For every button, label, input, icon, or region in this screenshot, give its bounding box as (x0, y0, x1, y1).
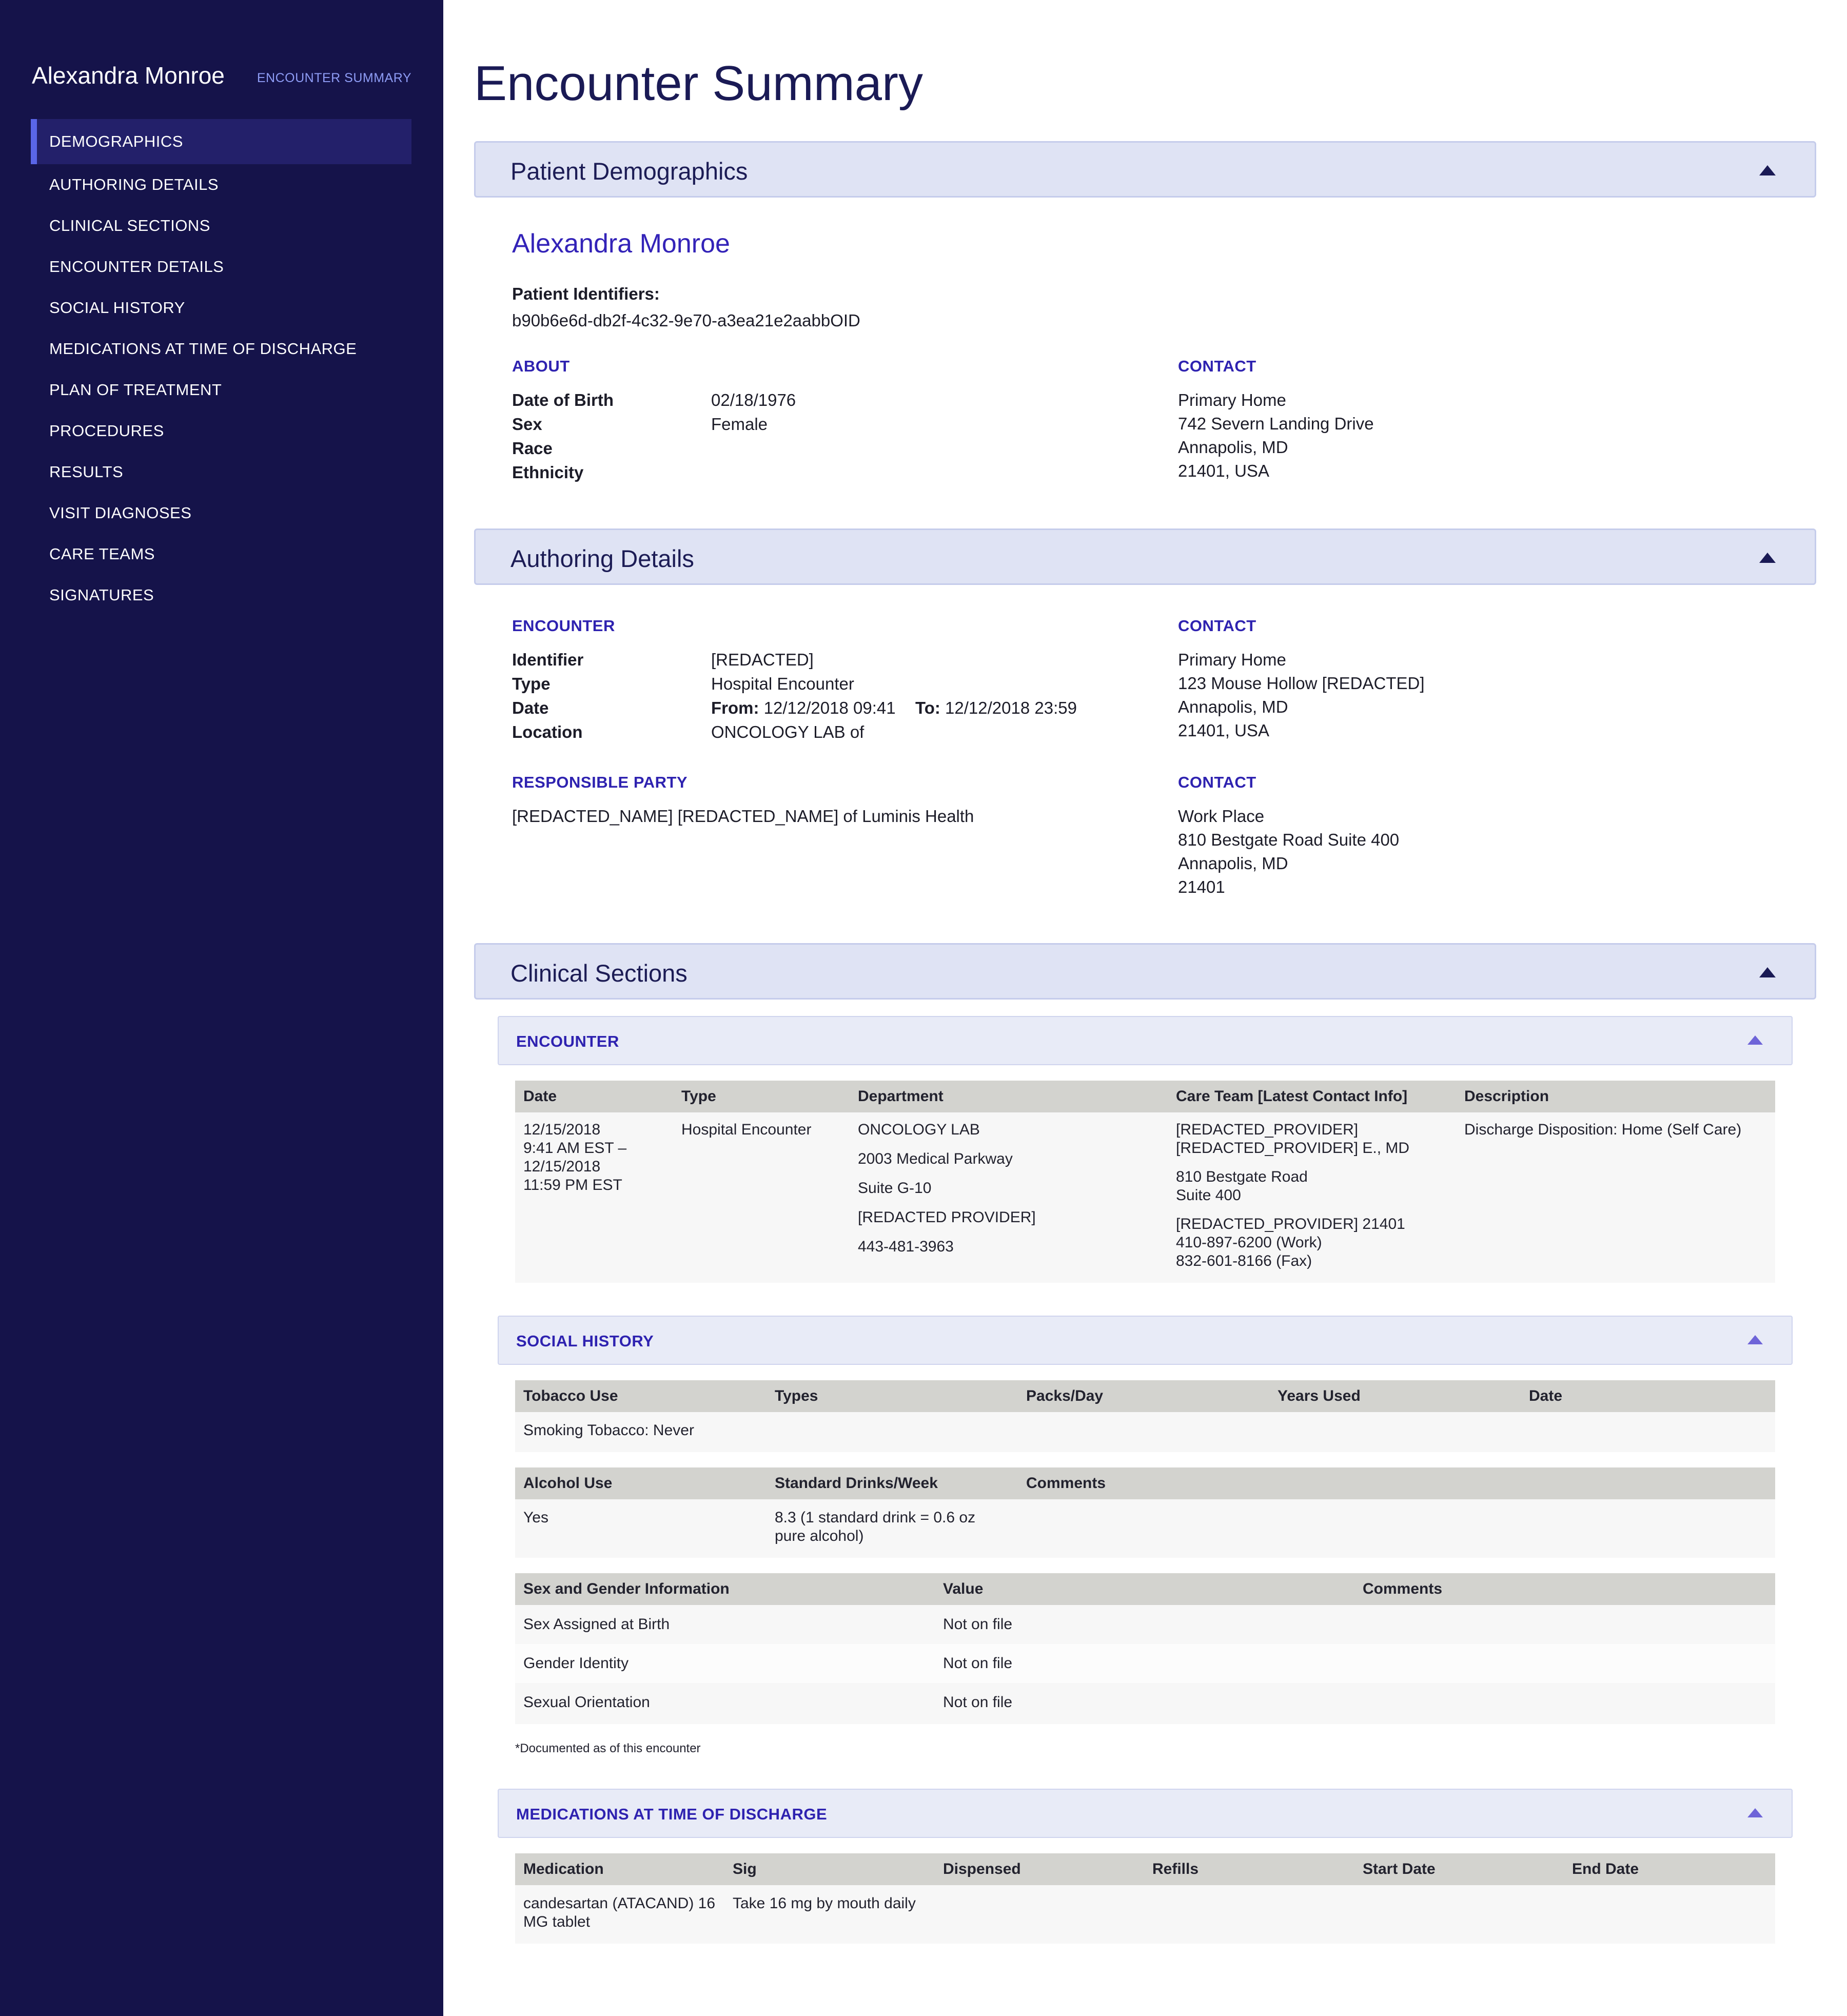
cell-line: 443-481-3963 (858, 1238, 954, 1255)
sex-info-label: Sex Assigned at Birth (523, 1616, 670, 1633)
column-header: Years Used (1278, 1387, 1361, 1404)
sex-label: Sex (512, 415, 542, 434)
column-header: Standard Drinks/Week (775, 1475, 938, 1492)
sidebar-patient-name: Alexandra Monroe (32, 62, 225, 89)
type-label: Type (512, 674, 551, 693)
contact-line: Annapolis, MD (1178, 854, 1288, 873)
column-header: Start Date (1363, 1861, 1436, 1877)
sidebar-item-authoring-details[interactable]: AUTHORING DETAILS (49, 175, 219, 193)
column-header: Tobacco Use (523, 1387, 618, 1404)
column-header: Types (775, 1387, 818, 1404)
responsible-party-value: [REDACTED_NAME] [REDACTED_NAME] of Luminis Health (512, 807, 974, 826)
collapse-caret-icon[interactable] (1747, 1808, 1763, 1817)
sex-value: Female (711, 415, 768, 434)
column-header: Value (943, 1580, 984, 1597)
contact-line: 123 Mouse Hollow [REDACTED] (1178, 674, 1425, 693)
column-header: Type (681, 1088, 716, 1105)
cell-line: 810 Bestgate Road (1176, 1168, 1308, 1185)
sidebar (0, 0, 443, 2016)
page-title: Encounter Summary (474, 56, 924, 111)
cell-line: 410-897-6200 (Work) (1176, 1234, 1322, 1251)
cell-line: ONCOLOGY LAB (858, 1121, 980, 1138)
sex-info-value: Not on file (943, 1694, 1013, 1711)
column-header: Refills (1152, 1861, 1199, 1877)
authoring-section-title: Authoring Details (510, 545, 694, 572)
from-label: From: (711, 698, 759, 717)
collapse-caret-icon[interactable] (1759, 967, 1776, 977)
clinical-section-header[interactable] (474, 943, 1816, 1000)
table-row (515, 1683, 1775, 1724)
demographics-section-header[interactable] (474, 141, 1816, 198)
footnote: *Documented as of this encounter (515, 1741, 701, 1755)
sex-info-label: Gender Identity (523, 1655, 629, 1672)
sidebar-nav (31, 119, 411, 616)
table-row (515, 1499, 1775, 1558)
alcohol-table (515, 1467, 1775, 1558)
collapse-caret-icon[interactable] (1747, 1335, 1763, 1344)
column-header: Alcohol Use (523, 1475, 613, 1492)
cell-line: [REDACTED_PROVIDER] (1176, 1121, 1359, 1138)
date-from (711, 696, 896, 720)
column-header: Sex and Gender Information (523, 1580, 730, 1597)
identifier-label: Identifier (512, 650, 584, 669)
cell-line: 11:59 PM EST (523, 1177, 622, 1193)
sex-info-label: Sexual Orientation (523, 1694, 650, 1711)
column-header: Packs/Day (1026, 1387, 1104, 1404)
encounter-type-cell: Hospital Encounter (681, 1121, 812, 1138)
encounter-department-cell (858, 1115, 1036, 1261)
clinical-section-title: Clinical Sections (510, 960, 687, 987)
sidebar-item-signatures[interactable]: SIGNATURES (49, 586, 154, 604)
alcohol-drinks-cell (775, 1509, 975, 1545)
contact-line: Primary Home (1178, 390, 1286, 409)
table-header-row (515, 1081, 1775, 1112)
table-header-row (515, 1380, 1775, 1412)
encounter-care-team-cell (1176, 1121, 1409, 1270)
column-header: Date (1529, 1387, 1563, 1404)
authoring-section-header[interactable] (474, 529, 1816, 585)
tobacco-table (515, 1380, 1775, 1452)
table-row (515, 1885, 1775, 1944)
identifier-value: [REDACTED] (711, 650, 814, 669)
sidebar-item-clinical-sections[interactable]: CLINICAL SECTIONS (49, 217, 210, 234)
dob-value: 02/18/1976 (711, 390, 796, 409)
tobacco-use-cell: Smoking Tobacco: Never (523, 1422, 694, 1439)
contact-label: CONTACT (1178, 773, 1256, 791)
sex-gender-table (515, 1573, 1775, 1724)
encounter-label: ENCOUNTER (512, 617, 615, 635)
cell-line: [REDACTED_PROVIDER] 21401 (1176, 1216, 1405, 1232)
cell-line: Suite G-10 (858, 1180, 932, 1197)
cell-line: 9:41 AM EST – (523, 1140, 627, 1157)
cell-line: [REDACTED_PROVIDER] E., MD (1176, 1140, 1410, 1157)
contact-line: 21401, USA (1178, 721, 1269, 740)
sidebar-item-results[interactable]: RESULTS (49, 463, 124, 481)
column-header: Description (1464, 1088, 1549, 1105)
table-row (515, 1605, 1775, 1644)
contact-line: 742 Severn Landing Drive (1178, 414, 1374, 433)
column-header: Comments (1026, 1475, 1106, 1492)
sex-info-value: Not on file (943, 1655, 1013, 1672)
collapse-caret-icon[interactable] (1759, 553, 1776, 563)
ethnicity-label: Ethnicity (512, 463, 584, 482)
sig-cell: Take 16 mg by mouth daily (733, 1895, 916, 1912)
patient-identifiers-label: Patient Identifiers: (512, 284, 660, 303)
medications-table (515, 1853, 1775, 1944)
column-header: Care Team [Latest Contact Info] (1176, 1088, 1408, 1105)
contact-line: 21401, USA (1178, 461, 1269, 480)
contact-line: Work Place (1178, 807, 1265, 826)
patient-name: Alexandra Monroe (512, 229, 730, 259)
contact-line: 810 Bestgate Road Suite 400 (1178, 830, 1400, 849)
cell-line: 2003 Medical Parkway (858, 1150, 1013, 1167)
encounter-subsection-title: ENCOUNTER (516, 1032, 619, 1050)
cell-line: 12/15/2018 (523, 1158, 601, 1175)
contact-label: CONTACT (1178, 357, 1256, 375)
collapse-caret-icon[interactable] (1747, 1035, 1763, 1045)
table-header-row (515, 1573, 1775, 1605)
column-header: Sig (733, 1861, 757, 1877)
table-row (515, 1644, 1775, 1683)
sidebar-item-medications[interactable]: MEDICATIONS AT TIME OF DISCHARGE (49, 340, 357, 358)
table-header-row (515, 1467, 1775, 1499)
table-row (515, 1412, 1775, 1452)
sidebar-item-procedures[interactable]: PROCEDURES (49, 422, 164, 440)
sidebar-header (32, 62, 411, 92)
medications-subsection-title: MEDICATIONS AT TIME OF DISCHARGE (516, 1805, 828, 1823)
responsible-party-label: RESPONSIBLE PARTY (512, 773, 688, 791)
collapse-caret-icon[interactable] (1759, 165, 1776, 175)
cell-line: MG tablet (523, 1913, 591, 1930)
cell-line: 8.3 (1 standard drink = 0.6 oz (775, 1509, 976, 1526)
location-label: Location (512, 722, 583, 741)
column-header: Comments (1363, 1580, 1443, 1597)
encounter-date-cell (523, 1121, 626, 1195)
sidebar-item-encounter-details[interactable]: ENCOUNTER DETAILS (49, 258, 224, 276)
cell-line: [REDACTED PROVIDER] (858, 1209, 1036, 1226)
date-label: Date (512, 698, 549, 717)
social-history-subsection-header[interactable] (498, 1316, 1793, 1365)
from-value: 12/12/2018 09:41 (763, 698, 896, 717)
social-history-subsection-title: SOCIAL HISTORY (516, 1332, 654, 1350)
column-header: Dispensed (943, 1861, 1021, 1877)
sidebar-item-care-teams[interactable]: CARE TEAMS (49, 545, 155, 563)
medication-cell (523, 1894, 715, 1931)
contact-line: Primary Home (1178, 650, 1286, 669)
location-value: ONCOLOGY LAB of (711, 722, 864, 741)
table-header-row (515, 1853, 1775, 1885)
dob-label: Date of Birth (512, 390, 614, 409)
column-header: Department (858, 1088, 944, 1105)
encounter-table (515, 1081, 1775, 1283)
contact-line: 21401 (1178, 877, 1225, 896)
to-label: To: (915, 698, 940, 717)
sidebar-item-visit-diagnoses[interactable]: VISIT DIAGNOSES (49, 504, 192, 522)
cell-line: 12/15/2018 (523, 1121, 601, 1138)
cell-line: candesartan (ATACAND) 16 (523, 1895, 716, 1912)
contact-line: Annapolis, MD (1178, 697, 1288, 716)
cell-line: 832-601-8166 (Fax) (1176, 1252, 1312, 1269)
column-header: Medication (523, 1861, 604, 1877)
to-value: 12/12/2018 23:59 (945, 698, 1077, 717)
about-label: ABOUT (512, 357, 570, 375)
date-to (915, 696, 1077, 720)
type-value: Hospital Encounter (711, 674, 854, 693)
alcohol-use-cell: Yes (523, 1509, 548, 1526)
sidebar-item-plan-of-treatment[interactable]: PLAN OF TREATMENT (49, 381, 222, 399)
cell-line: Suite 400 (1176, 1187, 1241, 1204)
encounter-subsection-header[interactable] (498, 1016, 1793, 1065)
contact-line: Annapolis, MD (1178, 438, 1288, 457)
patient-identifier-value: b90b6e6d-db2f-4c32-9e70-a3ea21e2aabbOID (512, 311, 860, 330)
column-header: End Date (1572, 1861, 1639, 1877)
sex-info-value: Not on file (943, 1616, 1013, 1633)
column-header: Date (523, 1088, 557, 1105)
cell-line: pure alcohol) (775, 1528, 864, 1544)
sidebar-document-label: ENCOUNTER SUMMARY (257, 71, 411, 85)
demographics-section-title: Patient Demographics (510, 158, 748, 185)
encounter-description-cell: Discharge Disposition: Home (Self Care) (1464, 1121, 1742, 1138)
sidebar-item-social-history[interactable]: SOCIAL HISTORY (49, 299, 185, 317)
sidebar-item-demographics[interactable]: DEMOGRAPHICS (31, 119, 411, 164)
race-label: Race (512, 439, 553, 458)
medications-subsection-header[interactable] (498, 1789, 1793, 1838)
contact-label: CONTACT (1178, 617, 1256, 635)
table-row (515, 1112, 1775, 1283)
